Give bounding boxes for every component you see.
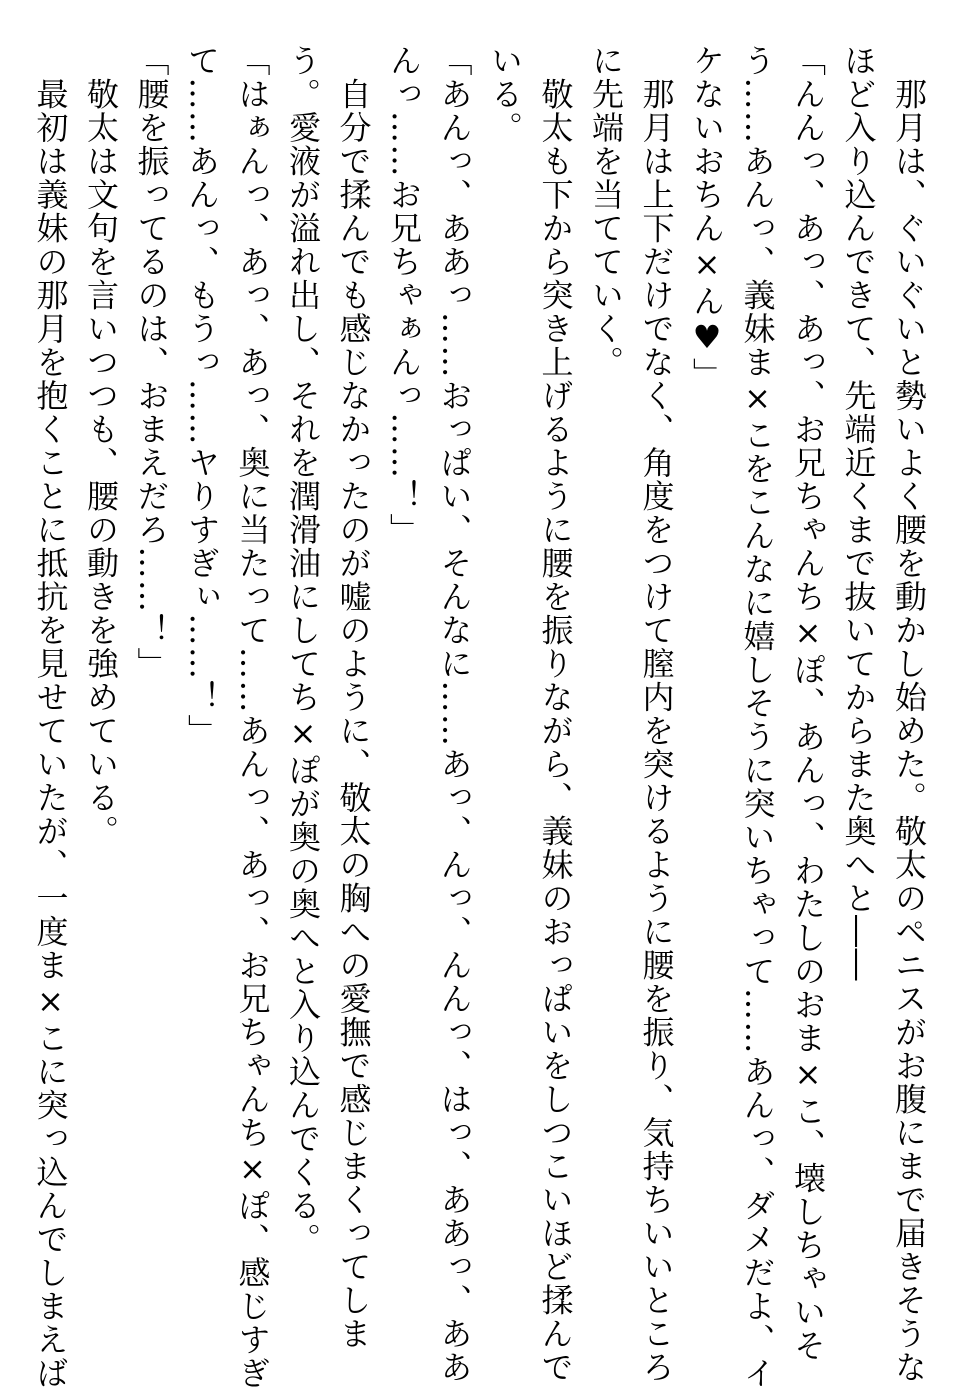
text-line: 最初は義妹の那月を抱くことに抵抗を見せていたが、一度ま×こに突っ込んでしまえば xyxy=(31,44,70,1390)
vertical-text-body xyxy=(25,44,934,1390)
text-line: ほど入り込んできて、先端近くまで抜いてからまた奥へと―― xyxy=(839,44,878,982)
text-line: 自分で揉んでも感じなかったのが嘘のように、敬太の胸への愛撫で感じまくってしま xyxy=(334,44,373,1351)
text-line: 敬太も下から突き上げるように腰を振りながら、義妹のおっぱいをしつこいほど揉んで xyxy=(536,44,575,1384)
text-line: 那月は上下だけでなく、角度をつけて膣内を突けるように腰を振り、気持ちいいところ xyxy=(637,44,676,1384)
text-line: ケないおちん×ん♥」 xyxy=(688,44,726,391)
text-line: う……あんっ、義妹ま×こをこんなに嬉しそうに突いちゃって……あんっ、ダメだよ、イ xyxy=(738,44,777,1390)
text-line: 那月は、ぐいぐいと勢いよく腰を動かし始めた。敬太のペニスがお腹にまで届きそうな xyxy=(890,44,928,1384)
text-line: て……あんっ、もうっ……ヤりすぎぃ……！」 xyxy=(183,44,221,748)
text-line: 「はぁんっ、あっ、あっ、奥に当たって……あんっ、あっ、お兄ちゃんち×ぽ、感じすぎ xyxy=(233,44,272,1390)
text-line: 敬太は文句を言いつつも、腰の動きを強めている。 xyxy=(82,44,120,848)
text-line: う。愛液が溢れ出し、それを潤滑油にしてち×ぽが奥の奥へと入り込んでくる。 xyxy=(284,44,322,1256)
text-line: いる。 xyxy=(486,44,524,145)
text-line: 「腰を振ってるのは、おまえだろ……！」 xyxy=(132,44,171,681)
text-line: 「んんっ、あっ、あっ、お兄ちゃんち×ぽ、あんっ、わたしのおま×こ、壊しちゃいそ xyxy=(789,44,827,1363)
text-line: に先端を当てていく。 xyxy=(587,44,625,379)
text-line: んっ……お兄ちゃぁんっ……！」 xyxy=(385,44,423,547)
text-line: 「あんっ、ああっ……おっぱい、そんなに……あっ、んっ、んんっ、はっ、ああっ、ああ xyxy=(435,44,474,1384)
